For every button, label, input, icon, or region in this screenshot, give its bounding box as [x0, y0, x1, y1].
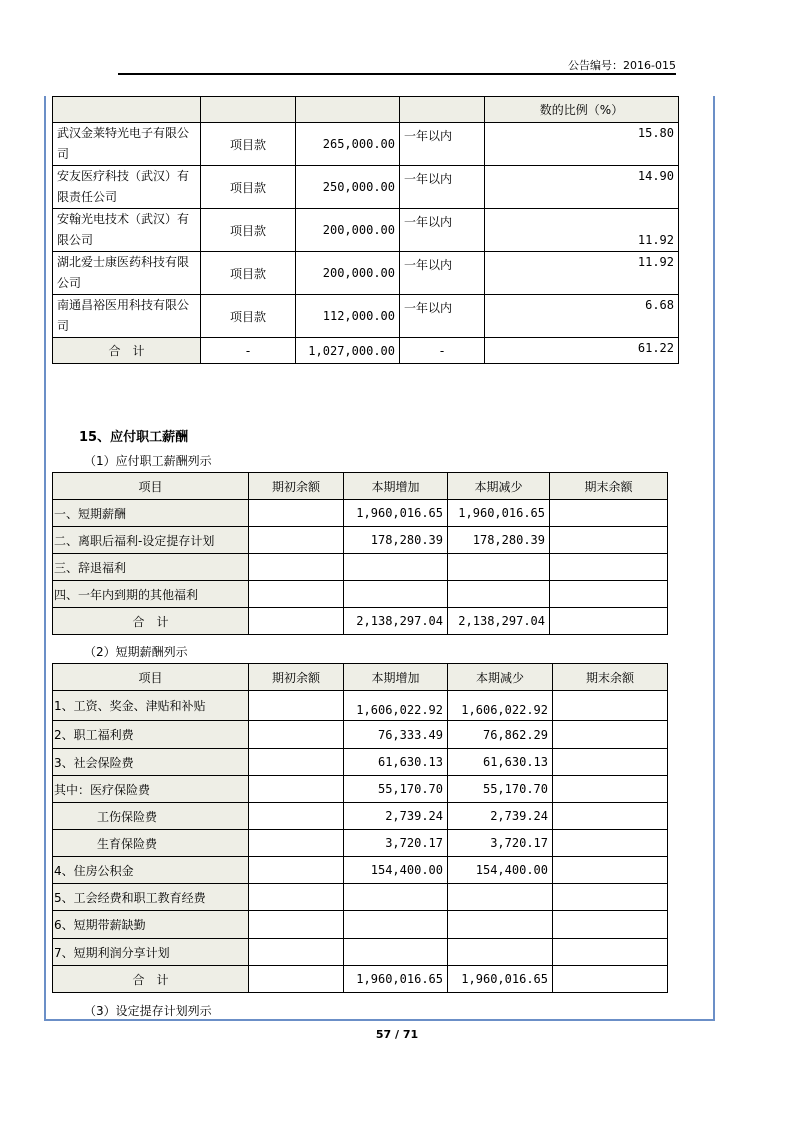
open-cell	[249, 939, 344, 966]
inc-cell: 2,739.24	[344, 803, 448, 830]
header-open: 期初余额	[249, 664, 344, 691]
item-cell: 二、离职后福利-设定提存计划	[53, 527, 249, 554]
item-cell: 生育保险费	[53, 830, 249, 857]
ratio-cell: 15.80	[485, 123, 679, 166]
total-nature: -	[201, 338, 296, 364]
total-open	[249, 608, 344, 635]
page-number: 57 / 71	[375, 1028, 419, 1041]
ratio-cell: 11.92	[485, 209, 679, 252]
close-cell	[553, 884, 668, 911]
total-close	[550, 608, 668, 635]
open-cell	[249, 691, 344, 721]
table-row	[53, 581, 668, 608]
amount-cell: 250,000.00	[296, 166, 400, 209]
total-dec: 2,138,297.04	[448, 608, 550, 635]
table-row	[53, 295, 679, 338]
company-name: 武汉金莱特光电子有限公司	[53, 123, 201, 166]
subsection-title: （2）短期薪酬列示	[84, 645, 188, 659]
header-dec: 本期减少	[448, 664, 553, 691]
inc-cell: 76,333.49	[344, 721, 448, 749]
total-open	[249, 966, 344, 993]
table-row	[53, 939, 668, 966]
inc-cell: 61,630.13	[344, 749, 448, 776]
item-cell: 一、短期薪酬	[53, 500, 249, 527]
company-name: 湖北爱士康医药科技有限公司	[53, 252, 201, 295]
open-cell	[249, 884, 344, 911]
inc-cell: 3,720.17	[344, 830, 448, 857]
table-row	[53, 857, 668, 884]
total-age: -	[400, 338, 485, 364]
age-cell: 一年以内	[400, 252, 485, 295]
inc-cell	[344, 939, 448, 966]
inc-cell	[344, 554, 448, 581]
dec-cell: 178,280.39	[448, 527, 550, 554]
item-cell: 6、短期带薪缺勤	[53, 911, 249, 939]
header-dec: 本期减少	[448, 473, 550, 500]
dec-cell: 154,400.00	[448, 857, 553, 884]
header-close: 期末余额	[550, 473, 668, 500]
dec-cell: 55,170.70	[448, 776, 553, 803]
inc-cell: 1,606,022.92	[344, 691, 448, 721]
age-cell: 一年以内	[400, 123, 485, 166]
header-cell	[53, 97, 201, 123]
amount-cell: 200,000.00	[296, 209, 400, 252]
header-ratio: 数的比例（%）	[485, 97, 679, 123]
dec-cell: 1,606,022.92	[448, 691, 553, 721]
payroll-payable-table	[52, 472, 668, 635]
open-cell	[249, 911, 344, 939]
dec-cell: 3,720.17	[448, 830, 553, 857]
dec-cell	[448, 554, 550, 581]
close-cell	[553, 911, 668, 939]
dec-cell	[448, 884, 553, 911]
dec-cell: 76,862.29	[448, 721, 553, 749]
nature-cell: 项目款	[201, 295, 296, 338]
item-cell: 1、工资、奖金、津贴和补贴	[53, 691, 249, 721]
item-cell: 2、职工福利费	[53, 721, 249, 749]
section-title: 15、应付职工薪酬	[79, 430, 189, 445]
close-cell	[553, 749, 668, 776]
dec-cell	[448, 911, 553, 939]
company-name: 安翰光电技术（武汉）有限公司	[53, 209, 201, 252]
close-cell	[553, 721, 668, 749]
open-cell	[249, 776, 344, 803]
close-cell	[553, 776, 668, 803]
close-cell	[553, 857, 668, 884]
total-row	[53, 966, 668, 993]
table-row	[53, 252, 679, 295]
open-cell	[249, 803, 344, 830]
company-name: 安友医疗科技（武汉）有限责任公司	[53, 166, 201, 209]
open-cell	[249, 830, 344, 857]
header-cell	[400, 97, 485, 123]
header-close: 期末余额	[553, 664, 668, 691]
total-inc: 1,960,016.65	[344, 966, 448, 993]
table-row	[53, 166, 679, 209]
total-amount: 1,027,000.00	[296, 338, 400, 364]
company-name: 南通昌裕医用科技有限公司	[53, 295, 201, 338]
ratio-cell: 6.68	[485, 295, 679, 338]
dec-cell: 2,739.24	[448, 803, 553, 830]
table-row	[53, 554, 668, 581]
item-cell: 四、一年内到期的其他福利	[53, 581, 249, 608]
total-dec: 1,960,016.65	[448, 966, 553, 993]
total-row	[53, 338, 679, 364]
header-rule	[118, 73, 676, 75]
table-row	[53, 776, 668, 803]
total-label: 合 计	[53, 608, 249, 635]
header-cell	[296, 97, 400, 123]
ratio-cell: 11.92	[485, 252, 679, 295]
ratio-cell: 14.90	[485, 166, 679, 209]
header-item: 项目	[53, 473, 249, 500]
total-row	[53, 608, 668, 635]
total-inc: 2,138,297.04	[344, 608, 448, 635]
inc-cell	[344, 581, 448, 608]
amount-cell: 200,000.00	[296, 252, 400, 295]
subsection-title: （3）设定提存计划列示	[84, 1004, 212, 1018]
close-cell	[553, 691, 668, 721]
table-row	[53, 911, 668, 939]
open-cell	[249, 500, 344, 527]
receivables-top5-table	[52, 96, 679, 364]
table-row	[53, 123, 679, 166]
close-cell	[553, 830, 668, 857]
inc-cell	[344, 884, 448, 911]
total-label: 合 计	[53, 966, 249, 993]
close-cell	[550, 554, 668, 581]
open-cell	[249, 527, 344, 554]
table-row	[53, 830, 668, 857]
item-cell: 7、短期利润分享计划	[53, 939, 249, 966]
item-cell: 三、辞退福利	[53, 554, 249, 581]
amount-cell: 112,000.00	[296, 295, 400, 338]
inc-cell	[344, 911, 448, 939]
total-close	[553, 966, 668, 993]
item-cell: 3、社会保险费	[53, 749, 249, 776]
dec-cell: 1,960,016.65	[448, 500, 550, 527]
open-cell	[249, 721, 344, 749]
total-label: 合 计	[53, 338, 201, 364]
inc-cell: 154,400.00	[344, 857, 448, 884]
item-cell: 工伤保险费	[53, 803, 249, 830]
nature-cell: 项目款	[201, 252, 296, 295]
header-item: 项目	[53, 664, 249, 691]
table-row	[53, 527, 668, 554]
dec-cell	[448, 939, 553, 966]
table-row	[53, 209, 679, 252]
header-inc: 本期增加	[344, 664, 448, 691]
table-row	[53, 691, 668, 721]
nature-cell: 项目款	[201, 123, 296, 166]
nature-cell: 项目款	[201, 209, 296, 252]
table-row	[53, 803, 668, 830]
amount-cell: 265,000.00	[296, 123, 400, 166]
header-inc: 本期增加	[344, 473, 448, 500]
nature-cell: 项目款	[201, 166, 296, 209]
dec-cell: 61,630.13	[448, 749, 553, 776]
open-cell	[249, 857, 344, 884]
dec-cell	[448, 581, 550, 608]
age-cell: 一年以内	[400, 209, 485, 252]
open-cell	[249, 749, 344, 776]
close-cell	[553, 939, 668, 966]
close-cell	[550, 527, 668, 554]
header-open: 期初余额	[249, 473, 344, 500]
item-cell: 5、工会经费和职工教育经费	[53, 884, 249, 911]
total-ratio: 61.22	[485, 338, 679, 364]
inc-cell: 55,170.70	[344, 776, 448, 803]
inc-cell: 178,280.39	[344, 527, 448, 554]
subsection-title: （1）应付职工薪酬列示	[84, 454, 212, 468]
open-cell	[249, 554, 344, 581]
notice-number: 公告编号：2016-015	[568, 59, 676, 72]
header-cell	[201, 97, 296, 123]
table-row	[53, 500, 668, 527]
inc-cell: 1,960,016.65	[344, 500, 448, 527]
item-cell: 其中：医疗保险费	[53, 776, 249, 803]
close-cell	[550, 500, 668, 527]
table-row	[53, 749, 668, 776]
close-cell	[553, 803, 668, 830]
age-cell: 一年以内	[400, 166, 485, 209]
table-row	[53, 884, 668, 911]
age-cell: 一年以内	[400, 295, 485, 338]
open-cell	[249, 581, 344, 608]
close-cell	[550, 581, 668, 608]
short-term-payroll-table	[52, 663, 668, 993]
table-row	[53, 721, 668, 749]
item-cell: 4、住房公积金	[53, 857, 249, 884]
